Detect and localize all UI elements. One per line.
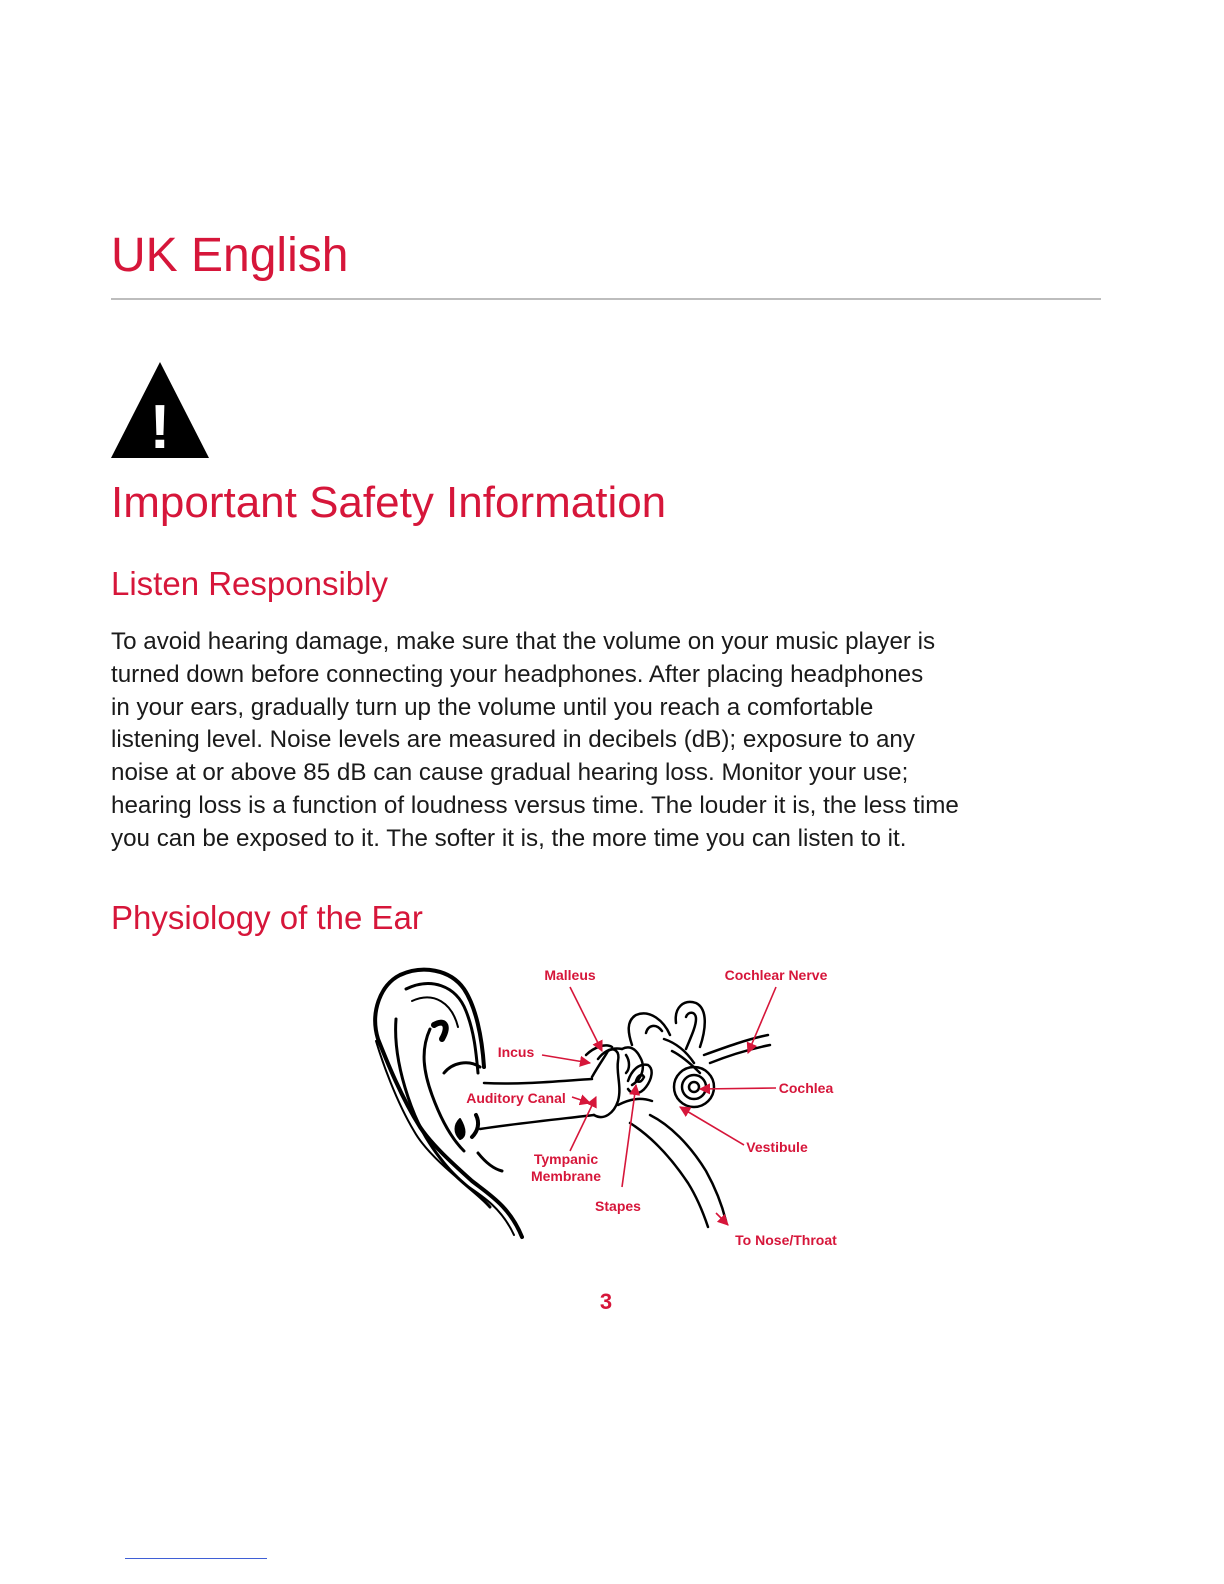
ear-diagram	[360, 955, 860, 1255]
listen-responsibly-paragraph	[111, 626, 1101, 856]
label-auditory-canal: Auditory Canal	[466, 1090, 566, 1106]
paragraph-line: you can be exposed to it. The softer it is, the more time you can listen to it.	[111, 824, 907, 852]
paragraph-line: in your ears, gradually turn up the volume until you reach a comfortable	[111, 693, 874, 721]
footer-rule	[125, 1558, 267, 1559]
label-malleus: Malleus	[544, 967, 596, 983]
paragraph-line: turned down before connecting your headphones. After placing headphones	[111, 660, 924, 688]
label-vestibule: Vestibule	[746, 1139, 808, 1155]
paragraph-line: hearing loss is a function of loudness versus time. The louder it is, the less time	[111, 791, 959, 819]
inner-ear-drawing	[630, 1035, 770, 1227]
paragraph-line: To avoid hearing damage, make sure that the volume on your music player is	[111, 628, 936, 655]
listen-responsibly-heading: Listen Responsibly	[111, 565, 388, 602]
label-stapes: Stapes	[595, 1198, 641, 1214]
label-incus: Incus	[497, 1044, 535, 1060]
svg-text:!: !	[149, 393, 171, 458]
arrow-incus	[542, 1055, 590, 1063]
arrow-cochlear-nerve	[748, 987, 776, 1053]
middle-ear-drawing	[586, 1002, 705, 1117]
physiology-heading: Physiology of the Ear	[111, 899, 423, 936]
paragraph-line: noise at or above 85 dB can cause gradual hearing loss. Monitor your use;	[111, 759, 909, 787]
warning-triangle-icon	[111, 362, 209, 458]
label-tympanic: Tympanic	[533, 1151, 599, 1167]
label-membrane: Membrane	[530, 1168, 602, 1184]
page-number: 3	[599, 1289, 613, 1314]
arrow-cochlea	[700, 1088, 776, 1089]
paragraph-line: listening level. Noise levels are measured in decibels (dB); exposure to any	[111, 726, 915, 754]
language-title: UK English	[111, 229, 349, 282]
label-nose-throat: To Nose/Throat	[735, 1232, 837, 1248]
header-divider	[111, 298, 1101, 300]
label-cochlea: Cochlea	[778, 1080, 834, 1096]
section-title: Important Safety Information	[111, 478, 667, 527]
arrow-vestibule	[680, 1107, 744, 1145]
arrow-tympanic	[570, 1097, 596, 1151]
arrow-malleus	[570, 987, 602, 1051]
label-cochlear-nerve: Cochlear Nerve	[724, 967, 828, 983]
arrow-auditory-canal	[572, 1097, 590, 1103]
